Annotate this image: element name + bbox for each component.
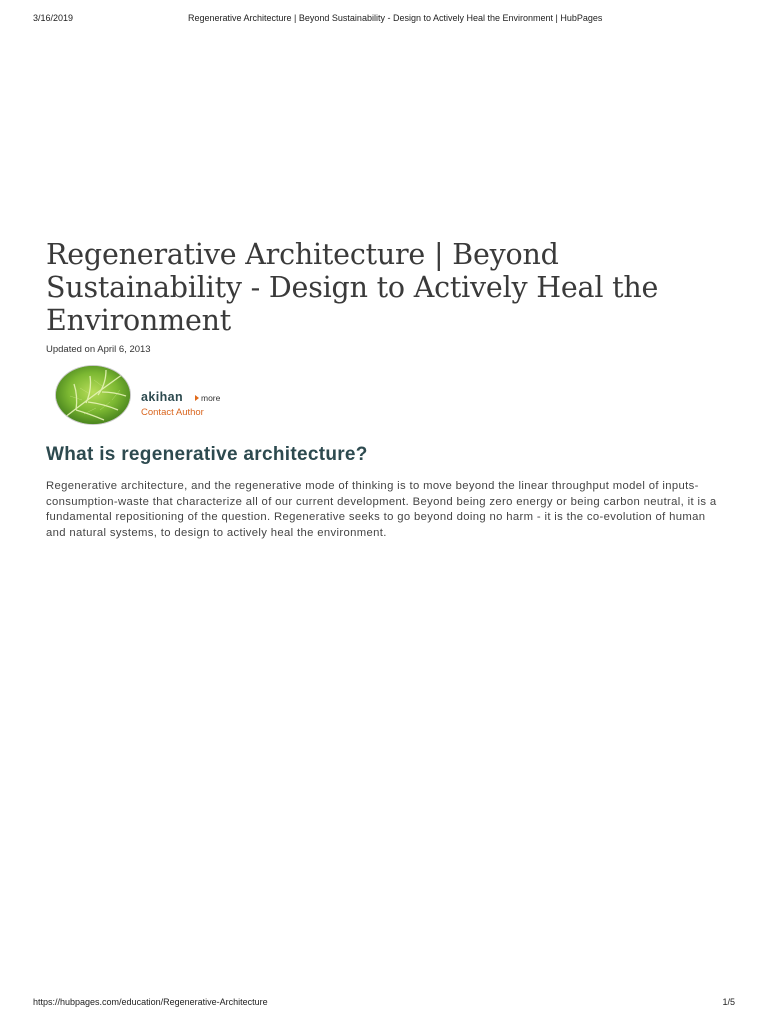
updated-date: Updated on April 6, 2013 xyxy=(46,344,151,355)
print-title: Regenerative Architecture | Beyond Sustainability - Design to Actively Heal the Environment | HubPages xyxy=(188,13,603,23)
section-body: Regenerative architecture, and the regenerative mode of thinking is to move beyond the linear throughput model of inputs-consumption-waste that characterize all of our current development. Beyond being zero energy or being carbon neutral, it is a fundamental repositioning of the question. Regenerative seeks to go beyond doing no harm - it is the co-evolution of human and natural systems, to design to actively heal the environment. xyxy=(46,480,717,539)
leaf-photo-icon xyxy=(56,366,130,424)
print-header xyxy=(0,13,768,27)
contact-author-link[interactable]: Contact Author xyxy=(141,407,204,418)
print-footer xyxy=(0,997,768,1011)
author-name[interactable]: akihan xyxy=(141,390,183,404)
caret-right-icon xyxy=(195,395,199,401)
print-date: 3/16/2019 xyxy=(33,13,74,23)
article-title: Regenerative Architecture | Beyond Sustainability - Design to Actively Heal the Environment xyxy=(46,238,659,337)
print-url: https://hubpages.com/education/Regenerative-Architecture xyxy=(33,997,268,1007)
section-heading: What is regenerative architecture? xyxy=(46,444,368,465)
more-label: more xyxy=(201,393,221,403)
author-more-link[interactable] xyxy=(195,393,220,403)
author-avatar[interactable] xyxy=(55,365,131,425)
page-number: 1/5 xyxy=(722,997,735,1007)
